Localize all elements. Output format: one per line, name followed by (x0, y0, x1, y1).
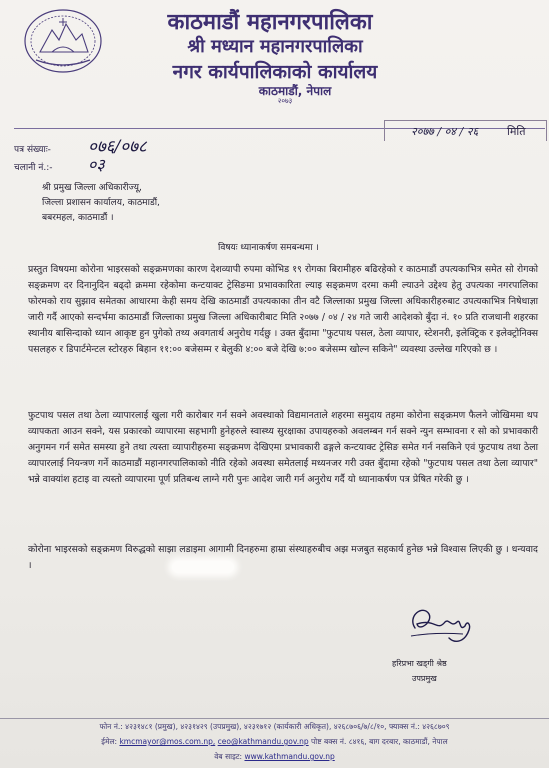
footer-web (0, 752, 549, 762)
header-line-2: श्री मध्यान महानगरपालिका (187, 36, 363, 57)
date-box (384, 120, 547, 141)
header-line-5: २०७३ (277, 97, 293, 105)
footer-contact (0, 737, 549, 747)
signature-icon (405, 598, 485, 648)
body-paragraph-3: कोरोना भाइरसको सङ्क्रमण विरुद्धको साझा लडाइमा आगामी दिनहरुमा हाम्रा संस्थाहरुबीच अझ मजबुत सहकार्य हुनेछ भन्ने विश्वास लिएकी छु । धन्यवाद । (28, 544, 538, 571)
footer-web-label: वेब साइट: (214, 752, 243, 761)
address-line-3: बबरमहल, काठमाडौं । (42, 213, 114, 223)
footer-email-label: ईमेल: (101, 737, 118, 746)
signature-block (392, 656, 447, 686)
body-paragraph-1: प्रस्तुत विषयमा कोरोना भाइरसको सङ्क्रमणका कारण देशव्यापी रुपमा कोभिड १९ रोगका बिरामीहरु बढिरहेको र काठमाडौं उपत्यकाभित्र समेत सो रोगको सङ्क्रमण दर दिनानुदिन बढ्दो क्रममा रहेकोमा कन्टयाक्ट ट्रेसिङमा प्रभावकारिता ल्याइ सङ्क्रमण दरमा कमी ल्याउने उद्देश्य हेतु उपत्यका नगरपालिका फोरमको राय सुझाव समेतका आधारमा केही समय देखि काठमाडौं उपत्यकाका तीन वटै जिल्लाका प्रमुख जिल्ला अधिकारीहरुबाट उपत्यकाभित्र निषेधाज्ञा जारी गर्दै आएको सन्दर्भमा काठमाडौं जिल्लाका प्रमुख जिल्ला अधिकारीबाट मिति २०७७ / ०४ / २४ गते जारी आदेशको बुँदा नं. १० प्रति राजधानी शहरका स्थानीय बासिन्दाको ध्यान आकृष्ट हुन पुगेको तथ्य अवगतार्थ अनुरोध गर्दछु । उक्त बुँदामा "फुटपाथ पसल, ठेला व्यापार, स्टेशनरी, इलेक्ट्रिक र इलेक्ट्रोनिक्स पसलहरु र डिपार्टमेन्टल स्टोरहरु बिहान ११:०० बजेसम्म र बेलुकी ४:०० बजे देखि ७:०० बजेसम्म खोल्न सकिने" व्यवस्था उल्लेख गरिएको छ । (28, 264, 538, 355)
signatory-title: उपप्रमुख (412, 674, 437, 683)
address-line-2: जिल्ला प्रशासन कार्यालय, काठमाडौं, (42, 198, 160, 208)
date-value: २०७७ / ०४ / २६ (411, 125, 479, 138)
header-line-3: नगर कार्यपालिकाको कार्यालय (172, 61, 378, 83)
signatory-name: हरिप्रभा खड्गी श्रेष्ठ (392, 659, 447, 668)
footer-divider (0, 718, 549, 719)
footer-po-box: पोष्ट बक्स नं. ८४१६, बाग दरबार, काठमाडौं, नेपाल (311, 737, 448, 746)
header-line-4: काठमाडौं, नेपाल (258, 84, 332, 98)
footer-phones: फोन नं.: ४२३१४८१ (प्रमुख), ४२३१४२९ (उपप्रमुख), ४२३१७१२ (कार्यकारी अधिकृत), ४२६८७०६/७/८/१०, फ्याक्स नं.: ४२६८७०९ (99, 722, 450, 731)
dispatch-value: ०३ (88, 155, 105, 174)
date-label: मिति (507, 125, 526, 138)
footer-email-1[interactable]: kmcmayor@mos.com.np, (119, 737, 216, 746)
dispatch-label: चलानी नं.:- (14, 163, 53, 173)
address-line-1: श्री प्रमुख जिल्ला अधिकारीज्यू, (42, 183, 142, 193)
nepal-emblem-icon (22, 6, 104, 76)
ref-label: पत्र संख्याः- (14, 145, 51, 155)
footer-website-link[interactable]: www.kathmandu.gov.np (244, 752, 335, 761)
subject-line: विषयः ध्यानाकर्षण समबन्धमा । (218, 243, 319, 253)
body-paragraph-2: फुटपाथ पसल तथा ठेला व्यापारलाई खुला गरी कारोबार गर्न सक्ने अवस्थाको विद्यमानताले शहरमा समुदाय तहमा कोरोना सङ्क्रमण फैलने जोखिममा थप व्यापकता आउन सक्ने, यस प्रकारको व्यापारमा सहभागी हुनेहरुले स्वास्थ्य सुरक्षाका उपायहरुको अवलम्बन गर्न सक्ने न्युन सम्भावना र सो को प्रभावकारी अनुगमन गर्न समेत समस्या हुने तथा त्यस्ता व्यापारीहरुमा सङ्क्रमण देखिएमा प्रभावकारी ढङ्गले कन्टयाक्ट ट्रेसिङ समेत गर्न नसकिने एवं फुटपाथ तथा ठेला व्यापारलाई नियन्त्रण गर्ने काठमाडौं महानगरपालिकाको नीति रहेको अवस्था समेतलाई मध्यनजर गरी उक्त बुँदामा रहेको "फुटपाथ पसल तथा ठेला व्यापार" भन्ने वाक्यांश हटाइ वा त्यस्तो व्यापारमा पूर्ण प्रतिबन्ध लाग्ने गरी पुनः आदेश जारी गर्न अनुरोध गर्दै यो ध्यानाकर्षण पत्र प्रेषित गरेकी छु । (28, 410, 538, 485)
footer-email-2[interactable]: ceo@kathmandu.gov.np (217, 737, 309, 746)
ref-value: ०७६/०७८ (88, 137, 147, 157)
header-line-1: काठमाडौं महानगरपालिका (167, 10, 373, 35)
redaction-mark (172, 561, 234, 573)
